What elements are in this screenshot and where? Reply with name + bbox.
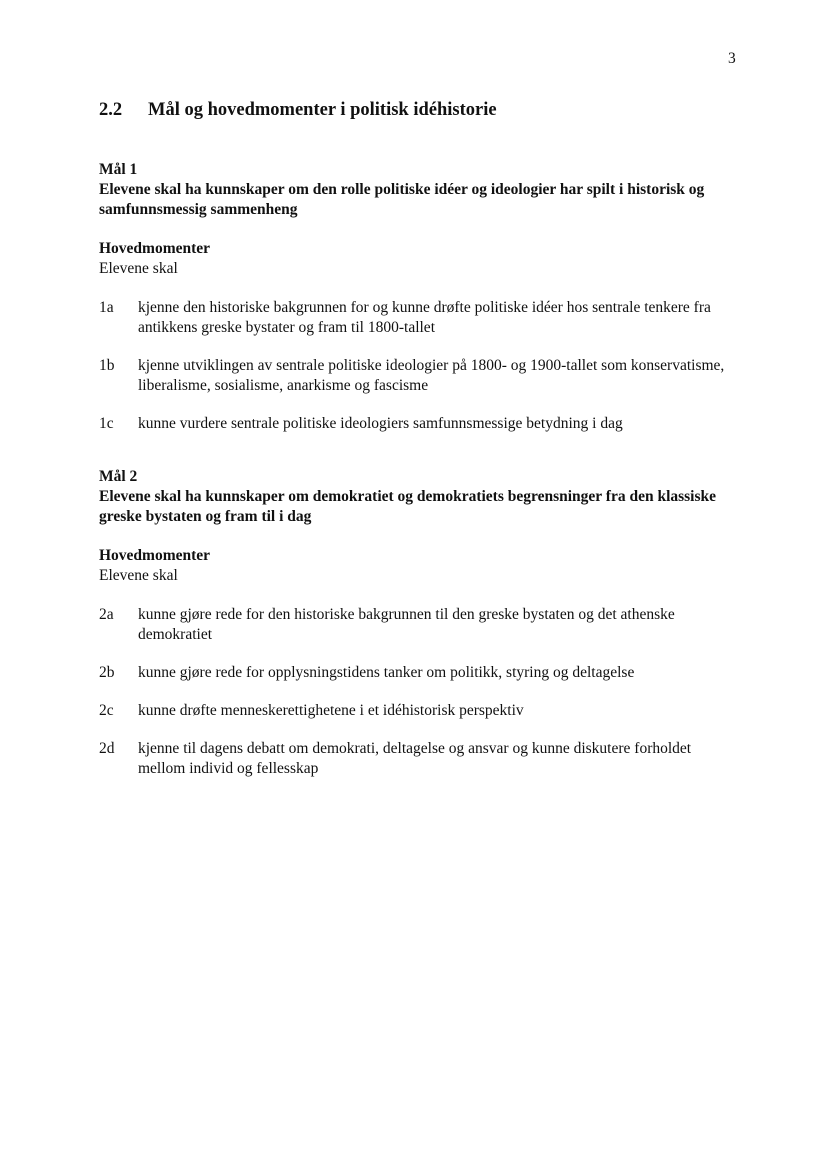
goal-2 bbox=[99, 467, 739, 797]
page-number: 3 bbox=[728, 50, 736, 67]
list-item bbox=[99, 701, 739, 721]
item-code: 2d bbox=[99, 740, 115, 757]
item-text: kunne vurdere sentrale politiske ideologiers samfunnsmessige betydning i dag bbox=[138, 415, 623, 432]
item-code: 1b bbox=[99, 357, 115, 374]
goal-title: Mål 1 bbox=[99, 161, 138, 178]
hovedmomenter-heading: Hovedmomenter bbox=[99, 240, 211, 257]
list-item bbox=[99, 356, 739, 396]
list-item bbox=[99, 605, 739, 645]
list-item bbox=[99, 414, 739, 434]
item-list bbox=[99, 298, 739, 434]
item-text: kunne drøfte menneskerettighetene i et idéhistorisk perspektiv bbox=[138, 702, 524, 719]
goal-description: Elevene skal ha kunnskaper om demokratiet og demokratiets begrensninger fra den klassiske greske bystaten og fram til i dag bbox=[99, 488, 717, 525]
list-item bbox=[99, 298, 739, 338]
goal-1 bbox=[99, 160, 739, 452]
item-code: 2a bbox=[99, 606, 114, 623]
item-text: kjenne utviklingen av sentrale politiske ideologier på 1800- og 1900-tallet som konservatisme, liberalisme, sosialisme, anarkisme og fascisme bbox=[138, 357, 725, 394]
section-number: 2.2 bbox=[99, 100, 123, 120]
item-text: kunne gjøre rede for opplysningstidens tanker om politikk, styring og deltagelse bbox=[138, 664, 635, 681]
item-text: kunne gjøre rede for den historiske bakgrunnen til den greske bystaten og det athenske demokratiet bbox=[138, 606, 675, 643]
hovedmomenter-intro: Elevene skal bbox=[99, 260, 178, 277]
item-code: 1c bbox=[99, 415, 114, 432]
goal-title: Mål 2 bbox=[99, 468, 138, 485]
section-heading bbox=[99, 100, 497, 121]
section-title: Mål og hovedmomenter i politisk idéhistorie bbox=[148, 100, 497, 120]
list-item bbox=[99, 663, 739, 683]
item-list bbox=[99, 605, 739, 779]
list-item bbox=[99, 739, 739, 779]
item-text: kjenne den historiske bakgrunnen for og kunne drøfte politiske idéer hos sentrale tenkere fra antikkens greske bystater og fram til 1800-tallet bbox=[138, 299, 711, 336]
hovedmomenter-intro: Elevene skal bbox=[99, 567, 178, 584]
goal-description: Elevene skal ha kunnskaper om den rolle politiske idéer og ideologier har spilt i historisk og samfunnsmessig sammenheng bbox=[99, 181, 705, 218]
hovedmomenter-block bbox=[99, 546, 739, 586]
hovedmomenter-block bbox=[99, 239, 739, 279]
item-code: 1a bbox=[99, 299, 114, 316]
item-code: 2b bbox=[99, 664, 115, 681]
item-text: kjenne til dagens debatt om demokrati, deltagelse og ansvar og kunne diskutere forholdet mellom individ og fellesskap bbox=[138, 740, 692, 777]
hovedmomenter-heading: Hovedmomenter bbox=[99, 547, 211, 564]
item-code: 2c bbox=[99, 702, 114, 719]
